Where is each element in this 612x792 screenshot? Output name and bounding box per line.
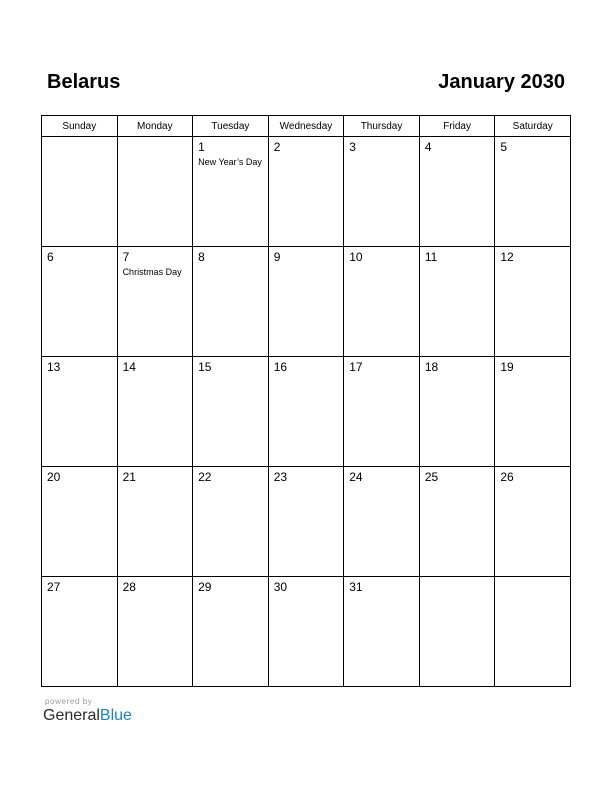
day-number: 13 <box>47 360 61 374</box>
day-cell-2 <box>268 137 344 247</box>
day-number: 1 <box>198 140 205 154</box>
day-number: 16 <box>273 360 288 374</box>
month-year-title: January 2030 <box>438 71 565 93</box>
day-number: 4 <box>424 140 432 154</box>
day-cell-19 <box>495 357 571 467</box>
calendar-grid <box>41 115 571 687</box>
day-cell-24 <box>344 467 420 577</box>
day-cell-13 <box>42 357 118 467</box>
weekday-wednesday: Wednesday <box>268 116 344 137</box>
day-number: 25 <box>424 470 439 484</box>
day-cell-28 <box>117 577 193 687</box>
holiday-label: Christmas Day <box>122 267 182 277</box>
day-number: 30 <box>273 580 288 594</box>
day-number: 6 <box>47 250 54 264</box>
day-cell-17 <box>344 357 420 467</box>
empty-day-cell <box>42 137 118 247</box>
day-cell-26 <box>495 467 571 577</box>
empty-day-cell <box>117 137 193 247</box>
country-title: Belarus <box>47 71 121 93</box>
day-cell-30 <box>268 577 344 687</box>
day-number: 28 <box>122 580 136 594</box>
day-number: 21 <box>122 470 136 484</box>
day-cell-6 <box>42 247 118 357</box>
day-cell-15 <box>193 357 269 467</box>
day-cell-29 <box>193 577 269 687</box>
day-number: 12 <box>500 250 514 264</box>
week-row <box>42 247 571 357</box>
day-number: 8 <box>198 250 205 264</box>
day-cell-22 <box>193 467 269 577</box>
day-cell-27 <box>42 577 118 687</box>
day-number: 3 <box>349 140 356 154</box>
day-cell-31 <box>344 577 420 687</box>
day-number: 24 <box>349 470 363 484</box>
week-row <box>42 467 571 577</box>
day-cell-1 <box>193 137 269 247</box>
day-number: 14 <box>122 360 136 374</box>
day-cell-4 <box>419 137 495 247</box>
generalblue-logo <box>43 707 132 725</box>
empty-day-cell <box>419 577 495 687</box>
day-number: 18 <box>424 360 439 374</box>
weekday-tuesday: Tuesday <box>193 116 269 137</box>
day-cell-21 <box>117 467 193 577</box>
day-number: 19 <box>500 360 514 374</box>
logo-general-text: General <box>43 707 100 724</box>
week-row <box>42 357 571 467</box>
day-number: 27 <box>47 580 61 594</box>
empty-day-cell <box>495 577 571 687</box>
day-number: 2 <box>273 140 281 154</box>
day-number: 22 <box>198 470 212 484</box>
day-number: 29 <box>198 580 212 594</box>
weekday-friday: Friday <box>419 116 495 137</box>
day-number: 26 <box>500 470 514 484</box>
day-number: 7 <box>122 250 130 264</box>
day-cell-23 <box>268 467 344 577</box>
day-cell-18 <box>419 357 495 467</box>
day-cell-7 <box>117 247 193 357</box>
day-number: 20 <box>47 470 61 484</box>
powered-by-label: powered by <box>45 697 93 706</box>
day-number: 10 <box>349 250 363 264</box>
day-number: 15 <box>198 360 212 374</box>
day-number: 31 <box>349 580 363 594</box>
day-number: 11 <box>424 250 438 264</box>
day-number: 9 <box>273 250 281 264</box>
weekday-sunday: Sunday <box>42 116 118 137</box>
day-number: 23 <box>273 470 288 484</box>
day-cell-12 <box>495 247 571 357</box>
day-cell-16 <box>268 357 344 467</box>
weekday-monday: Monday <box>117 116 193 137</box>
day-number: 17 <box>349 360 363 374</box>
logo-blue-text: Blue <box>99 707 132 724</box>
weekday-saturday: Saturday <box>495 116 571 137</box>
weekday-header-row <box>42 116 571 137</box>
holiday-label: New Year’s Day <box>198 157 262 167</box>
day-cell-11 <box>419 247 495 357</box>
footer-branding <box>43 697 132 725</box>
day-cell-10 <box>344 247 420 357</box>
day-cell-8 <box>193 247 269 357</box>
day-cell-20 <box>42 467 118 577</box>
day-cell-3 <box>344 137 420 247</box>
week-row <box>42 137 571 247</box>
day-cell-5 <box>495 137 571 247</box>
day-cell-14 <box>117 357 193 467</box>
week-row <box>42 577 571 687</box>
weekday-thursday: Thursday <box>344 116 420 137</box>
day-number: 5 <box>500 140 508 154</box>
day-cell-25 <box>419 467 495 577</box>
day-cell-9 <box>268 247 344 357</box>
